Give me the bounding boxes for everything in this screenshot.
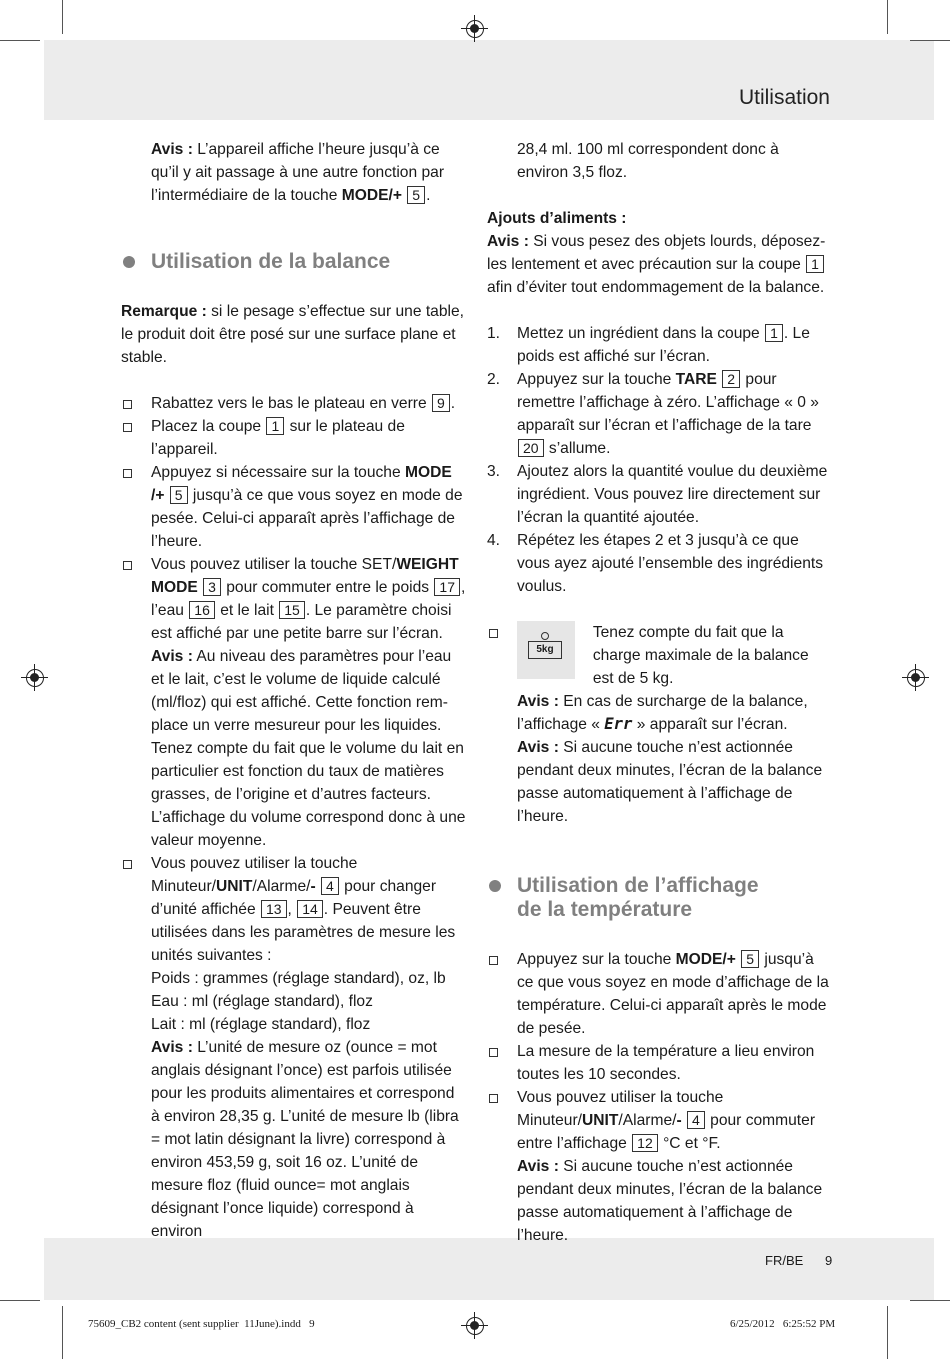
spacer: [487, 598, 832, 621]
section-heading: [121, 250, 466, 274]
note-label: Avis :: [517, 739, 559, 756]
spacer: [121, 207, 466, 230]
item-text: Vous pouvez utiliser la touche SET/: [151, 556, 397, 573]
crop-mark: [910, 40, 950, 41]
part-number: 1: [765, 324, 783, 342]
spacer: [121, 274, 466, 300]
part-number: 4: [687, 1111, 705, 1129]
spacer: [487, 828, 832, 874]
note-label: Avis :: [151, 648, 193, 665]
crop-mark: [887, 0, 888, 34]
item-text: pour remettre l’affichage à zéro. L’affichage « 0 » apparaît sur l’écran et l’affichage de la tare: [517, 371, 819, 434]
checkbox-bullet-icon: [123, 469, 132, 478]
note-text: En cas de surcharge de la balance, l’affichage «: [517, 693, 808, 733]
checkbox-bullet-icon: [489, 629, 498, 638]
page-title: Utilisation: [738, 86, 830, 109]
checkbox-bullet-icon: [489, 1048, 498, 1057]
item-text: Appuyez sur la touche: [517, 951, 676, 968]
remark-label: Remarque :: [121, 303, 207, 320]
item-text: ,: [287, 901, 297, 918]
section-heading: [487, 874, 832, 922]
note-text: L’unité de mesure oz (ounce = mot anglais désignant l’once) est parfois utilisée pour les produits alimentaires et correspond à environ 28,35 g. L’unité de mesure lb (libra = mot latin désignant la livre) correspond à environ 453,59 g, soit 16 oz. L’unité de mesure floz (fluid ounce= mot anglais désignant l’once liquide) correspond à environ: [151, 1039, 459, 1240]
list-item: [487, 529, 832, 598]
continued-text: 28,4 ml. 100 ml correspondent donc à environ 3,5 floz.: [517, 141, 779, 181]
list-item: [487, 322, 832, 368]
key-name: MODE/+: [341, 187, 402, 204]
note-text: » apparaît sur l’écran.: [632, 716, 788, 733]
spacer: [487, 922, 832, 948]
registration-mark-icon: [26, 669, 44, 687]
note-text: L’appareil affiche l’heure jusqu’à ce qu’il y ait passage à une autre fonction par l’intermédiaire de la touche: [151, 141, 445, 204]
spacer: [121, 230, 466, 250]
weight-label: 5kg: [528, 641, 562, 659]
item-text: et le lait: [215, 602, 279, 619]
item-text: jusqu’à ce que vous soyez en mode d’affichage de la température. Celui-ci apparaît après le mode de pesée.: [517, 951, 829, 1037]
note-text: Au niveau des paramètres pour l’eau et le lait, c’est le volume de liquide calculé (ml/floz) qui est affiché. Cette fonction remplace un verre mesureur pour les liquides. Tenez compte du fait que le volume du lait en particulier est fonction du taux de matières grasses, de l’origine et d’autres facteurs. L’affichage du volume correspond donc à une valeur moyenne.: [151, 648, 466, 849]
part-number: 13: [261, 900, 287, 918]
slug-timestamp: 6/25/2012 6:25:52 PM: [730, 1318, 836, 1330]
crop-mark: [0, 1300, 40, 1301]
key-name: WEIGHT MODE: [151, 556, 459, 596]
part-number: 20: [518, 439, 544, 457]
checkbox-bullet-icon: [123, 561, 132, 570]
subheading: Ajouts d’aliments :: [487, 210, 627, 227]
bullet-dot-icon: [123, 256, 135, 268]
note-label: Avis :: [151, 1039, 193, 1056]
part-number: 2: [722, 370, 740, 388]
intro-note: [121, 138, 466, 207]
step-number: 3.: [487, 463, 501, 480]
part-number: 3: [203, 578, 221, 596]
part-number: 4: [321, 877, 339, 895]
list-item: [487, 948, 832, 1040]
list-item: [121, 415, 466, 461]
item-text: Répétez les étapes 2 et 3 jusqu’à ce que vous ayez ajouté l’ensemble des ingrédients voulus.: [517, 532, 823, 595]
crop-mark: [62, 1306, 63, 1359]
list-item: [121, 852, 466, 1243]
item-text: pour changer d’unité affichée: [151, 878, 437, 918]
item-text: pour commuter entre le poids: [221, 579, 434, 596]
list-item: [121, 553, 466, 852]
item-text: Vous pouvez utiliser la touche Minuteur/: [517, 1089, 724, 1129]
item-text: s’allume.: [544, 440, 611, 457]
part-number: 5: [407, 186, 425, 204]
error-display: Err: [604, 715, 633, 733]
key-name: -: [676, 1112, 682, 1129]
checkbox-bullet-icon: [489, 1094, 498, 1103]
key-name: -: [310, 878, 316, 895]
item-text: Ajoutez alors la quantité voulue du deuxième ingrédient. Vous pouvez lire directement sur l’écran la quantité ajoutée.: [517, 463, 828, 526]
part-number: 17: [434, 578, 460, 596]
item-text: pour commuter entre l’affichage: [517, 1112, 816, 1152]
item-text: Rabattez vers le bas le plateau en verre: [151, 395, 431, 412]
registration-mark-icon: [907, 669, 925, 687]
part-number: 15: [279, 601, 305, 619]
registration-mark-icon: [466, 20, 484, 38]
slug-filename: 75609_CB2 content (sent supplier 11June).indd 9: [88, 1318, 315, 1330]
item-text: °C et °F.: [658, 1135, 721, 1152]
ajouts-block: [487, 207, 832, 299]
checkbox-bullet-icon: [123, 400, 132, 409]
note-text: Si aucune touche n’est actionnée pendant deux minutes, l’écran de la balance passe automatiquement à l’affichage de l’heure.: [517, 1158, 823, 1244]
item-text: jusqu’à ce que vous soyez en mode de pesée. Celui-ci apparaît après l’affichage de l’heure.: [151, 487, 463, 550]
key-name: UNIT: [216, 878, 253, 895]
item-text: /Alarme/: [252, 878, 311, 895]
spacer: [121, 369, 466, 392]
step-number: 2.: [487, 371, 501, 388]
crop-mark: [0, 40, 40, 41]
note-label: Avis :: [517, 1158, 559, 1175]
part-number: 1: [806, 255, 824, 273]
item-text: Mettez un ingrédient dans la coupe: [517, 325, 765, 342]
part-number: 16: [189, 601, 215, 619]
note-label: Avis :: [487, 233, 529, 250]
section-title: Utilisation de l’affichage: [517, 874, 759, 897]
item-text: , l’eau: [151, 579, 466, 619]
crop-mark: [887, 1306, 888, 1359]
item-text: /Alarme/: [618, 1112, 677, 1129]
list-item: [487, 1040, 832, 1086]
part-number: 1: [266, 417, 284, 435]
item-text: . Peuvent être utilisées dans les paramètres de mesure les unités suivantes :: [151, 901, 456, 964]
item-text: . Le paramètre choisi est affiché par une petite barre sur l’écran.: [151, 602, 452, 642]
key-name: TARE: [675, 371, 717, 388]
checkbox-bullet-icon: [489, 956, 498, 965]
part-number: 9: [432, 394, 450, 412]
part-number: 5: [741, 950, 759, 968]
item-text: .: [450, 395, 456, 412]
item-text: La mesure de la température a lieu environ toutes les 10 secondes.: [517, 1043, 815, 1083]
note-text: Si vous pesez des objets lourds, déposez-les lentement et avec précaution sur la coupe: [487, 233, 826, 273]
step-number: 1.: [487, 325, 501, 342]
note-text: Si aucune touche n’est actionnée pendant deux minutes, l’écran de la balance passe automatiquement à l’affichage de l’heure.: [517, 739, 823, 825]
list-item: [487, 460, 832, 529]
item-text: Placez la coupe: [151, 418, 266, 435]
checkbox-bullet-icon: [123, 423, 132, 432]
section-title: de la température: [517, 898, 693, 921]
page-number: FR/BE 9: [765, 1253, 833, 1268]
spacer: [487, 184, 832, 207]
item-text: Vous pouvez utiliser la touche Minuteur/: [151, 855, 358, 895]
item-text: . Le poids est affiché sur l’écran.: [517, 325, 810, 365]
right-column: [487, 138, 832, 1247]
note-label: Avis :: [151, 141, 193, 158]
registration-mark-icon: [466, 1317, 484, 1335]
list-item: [487, 621, 832, 828]
remark-text: si le pesage s’effectue sur une table, le produit doit être posé sur une surface plane et stable.: [121, 303, 464, 366]
left-column: [121, 138, 466, 1243]
note-label: Avis :: [517, 693, 559, 710]
list-item: [487, 368, 832, 460]
item-text: Tenez compte du fait que la charge maximale de la balance est de 5 kg.: [592, 624, 809, 687]
item-text: Appuyez si nécessaire sur la touche: [151, 464, 405, 481]
unit-line: Poids : grammes (réglage standard), oz, lb: [151, 970, 446, 987]
list-item: [121, 461, 466, 553]
punct: .: [426, 187, 431, 204]
key-name: UNIT: [582, 1112, 619, 1129]
key-name: MODE/+: [675, 951, 736, 968]
key-name: MODE /+: [151, 464, 452, 504]
checkbox-bullet-icon: [123, 860, 132, 869]
unit-line: Eau : ml (réglage standard), floz: [151, 993, 373, 1010]
section-title: Utilisation de la balance: [151, 250, 391, 273]
crop-mark: [910, 1300, 950, 1301]
unit-line: Lait : ml (réglage standard), floz: [151, 1016, 371, 1033]
part-number: 14: [297, 900, 323, 918]
note-text: afin d’éviter tout endommagement de la balance.: [487, 279, 825, 296]
crop-mark: [62, 0, 63, 34]
item-text: sur le plateau de l’appareil.: [151, 418, 405, 458]
item-text: Appuyez sur la touche: [517, 371, 676, 388]
bullet-dot-icon: [489, 880, 501, 892]
part-number: 12: [632, 1134, 658, 1152]
spacer: [487, 299, 832, 322]
list-item: [121, 392, 466, 415]
weight-5kg-icon: [517, 621, 575, 679]
part-number: 5: [170, 486, 188, 504]
footer-band: [44, 1238, 934, 1300]
step-number: 4.: [487, 532, 501, 549]
remark: [121, 300, 466, 369]
list-item: [487, 1086, 832, 1247]
